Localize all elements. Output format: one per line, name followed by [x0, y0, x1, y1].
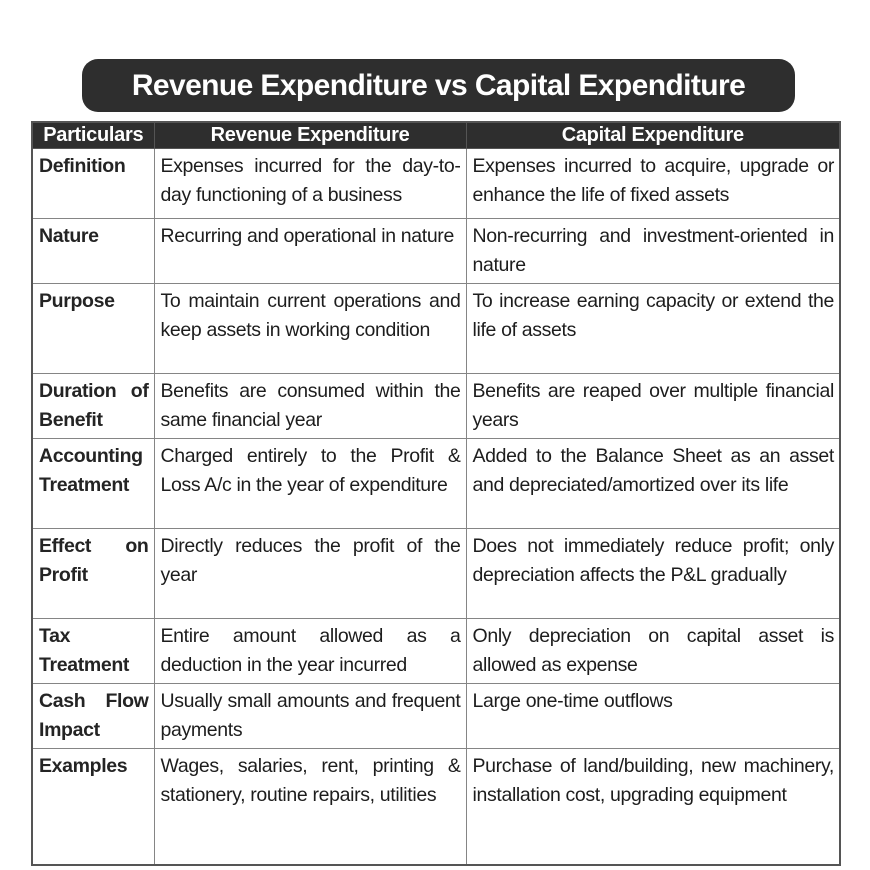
row-label: Duration of Benefit [32, 373, 154, 438]
row-label: Tax Treatment [32, 618, 154, 683]
row-label: Nature [32, 218, 154, 283]
capital-cell: Added to the Balance Sheet as an asset and depreciated/amortized over its life [466, 438, 840, 528]
table-row-examples [32, 748, 840, 865]
row-label: Definition [32, 148, 154, 218]
header-particulars: Particulars [32, 122, 154, 148]
table-row-tax-treatment [32, 618, 840, 683]
row-label: Cash Flow Impact [32, 683, 154, 748]
revenue-cell: Charged entirely to the Profit & Loss A/c in the year of expenditure [154, 438, 466, 528]
row-label: Effect on Profit [32, 528, 154, 618]
revenue-cell: Entire amount allowed as a deduction in the year incurred [154, 618, 466, 683]
capital-cell: To increase earning capacity or extend the life of assets [466, 283, 840, 373]
revenue-cell: Usually small amounts and frequent payments [154, 683, 466, 748]
page-title-banner [82, 59, 795, 112]
header-capital-expenditure: Capital Expenditure [466, 122, 840, 148]
capital-cell: Non-recurring and investment-oriented in nature [466, 218, 840, 283]
table-row-cash-flow-impact [32, 683, 840, 748]
revenue-cell: Wages, salaries, rent, printing & stationery, routine repairs, utilities [154, 748, 466, 865]
row-label: Accounting Treatment [32, 438, 154, 528]
table-row-duration-of-benefit [32, 373, 840, 438]
capital-cell: Only depreciation on capital asset is allowed as expense [466, 618, 840, 683]
row-label: Purpose [32, 283, 154, 373]
header-revenue-expenditure: Revenue Expenditure [154, 122, 466, 148]
revenue-cell: Expenses incurred for the day-to-day functioning of a business [154, 148, 466, 218]
capital-cell: Benefits are reaped over multiple financial years [466, 373, 840, 438]
revenue-cell: Recurring and operational in nature [154, 218, 466, 283]
table-row-effect-on-profit [32, 528, 840, 618]
table-row-nature [32, 218, 840, 283]
page-title: Revenue Expenditure vs Capital Expenditure [131, 68, 746, 102]
table-row-accounting-treatment [32, 438, 840, 528]
capital-cell: Large one-time outflows [466, 683, 840, 748]
table-row-definition [32, 148, 840, 218]
revenue-cell: To maintain current operations and keep assets in working condition [154, 283, 466, 373]
comparison-table [31, 121, 841, 866]
capital-cell: Expenses incurred to acquire, upgrade or enhance the life of fixed assets [466, 148, 840, 218]
comparison-table-container [31, 121, 841, 866]
table-header-row [32, 122, 840, 148]
revenue-cell: Directly reduces the profit of the year [154, 528, 466, 618]
row-label: Examples [32, 748, 154, 865]
revenue-cell: Benefits are consumed within the same financial year [154, 373, 466, 438]
capital-cell: Purchase of land/building, new machinery, installation cost, upgrading equipment [466, 748, 840, 865]
table-row-purpose [32, 283, 840, 373]
capital-cell: Does not immediately reduce profit; only depreciation affects the P&L gradually [466, 528, 840, 618]
